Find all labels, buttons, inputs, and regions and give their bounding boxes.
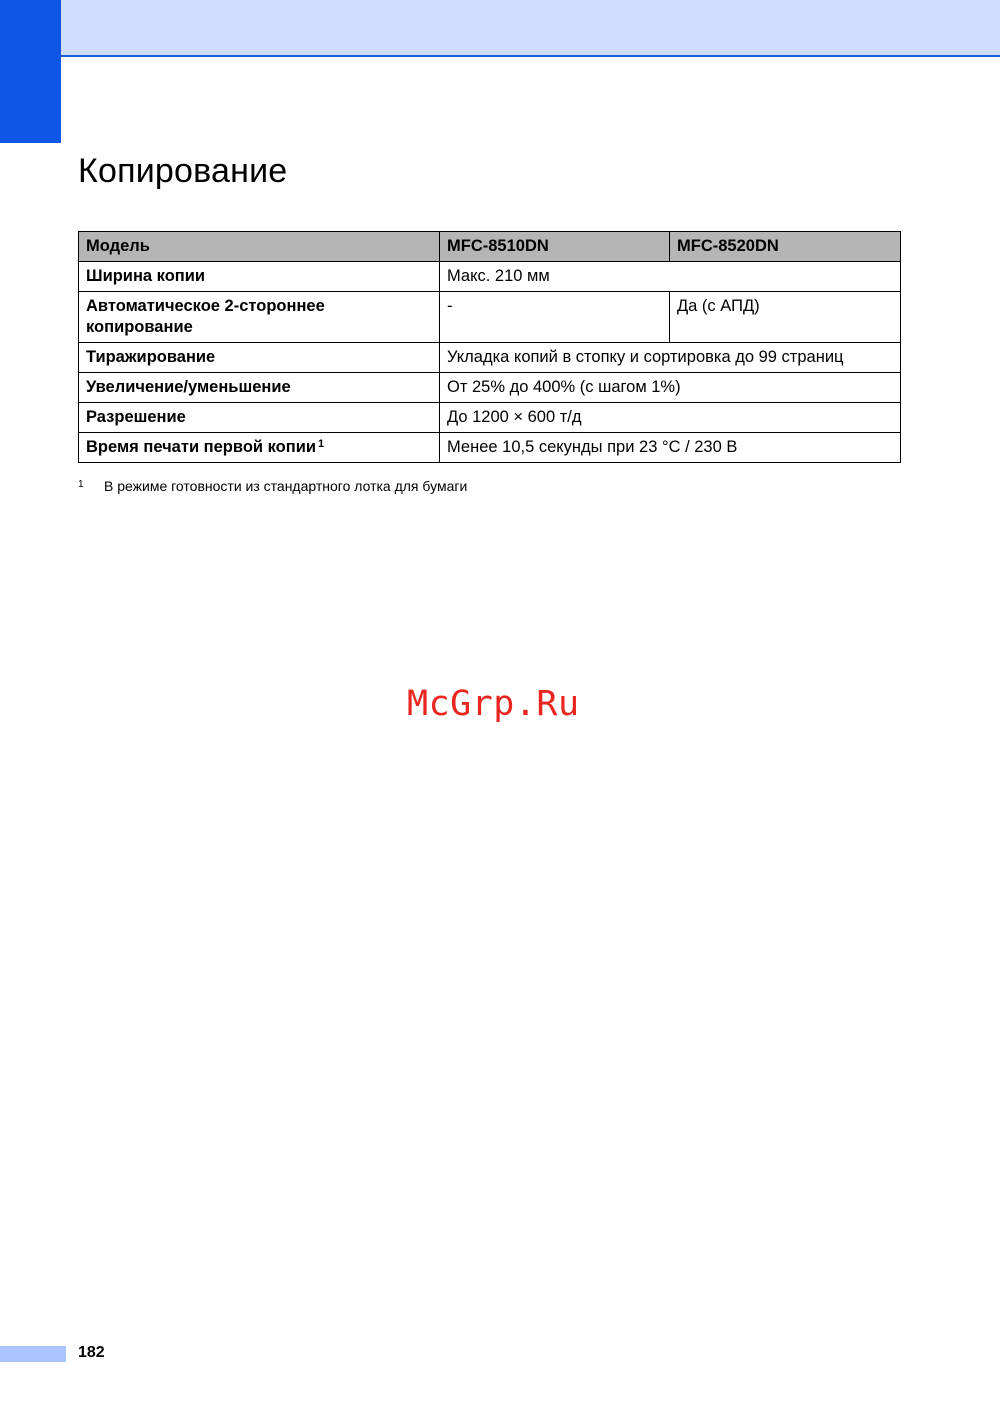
row-value-mfc-8510dn: - (440, 292, 670, 343)
specifications-table (78, 231, 901, 463)
row-value: Менее 10,5 секунды при 23 °C / 230 В (440, 433, 901, 463)
row-label: Время печати первой копии (86, 438, 316, 456)
footnote-reference[interactable]: 1 (318, 438, 325, 450)
watermark: McGrp.Ru (407, 684, 580, 724)
row-label-cell (79, 433, 440, 463)
header-band (0, 0, 1000, 57)
page-number: 182 (78, 1344, 105, 1361)
table-row (79, 262, 901, 292)
table-row (79, 343, 901, 373)
footnote-text: В режиме готовности из стандартного лотка для бумаги (104, 478, 468, 494)
page-title: Копирование (78, 152, 288, 190)
row-value: Укладка копий в стопку и сортировка до 99 страниц (440, 343, 901, 373)
row-label: Автоматическое 2-стороннее копирование (79, 292, 440, 343)
table-row (79, 433, 901, 463)
footnote-mark: 1 (78, 479, 84, 490)
row-label: Ширина копии (79, 262, 440, 292)
row-value: От 25% до 400% (с шагом 1%) (440, 373, 901, 403)
row-label: Тиражирование (79, 343, 440, 373)
footnote (78, 477, 467, 498)
header-mfc-8510dn: MFC-8510DN (440, 232, 670, 262)
chapter-tab (0, 0, 61, 143)
table-row (79, 403, 901, 433)
header-model: Модель (79, 232, 440, 262)
row-label: Разрешение (79, 403, 440, 433)
row-value: До 1200 × 600 т/д (440, 403, 901, 433)
footer-band (0, 1346, 66, 1362)
table-row (79, 292, 901, 343)
table-header-row (79, 232, 901, 262)
table-row (79, 373, 901, 403)
row-value: Макс. 210 мм (440, 262, 901, 292)
header-mfc-8520dn: MFC-8520DN (670, 232, 901, 262)
row-value-mfc-8520dn: Да (с АПД) (670, 292, 901, 343)
row-label: Увеличение/уменьшение (79, 373, 440, 403)
